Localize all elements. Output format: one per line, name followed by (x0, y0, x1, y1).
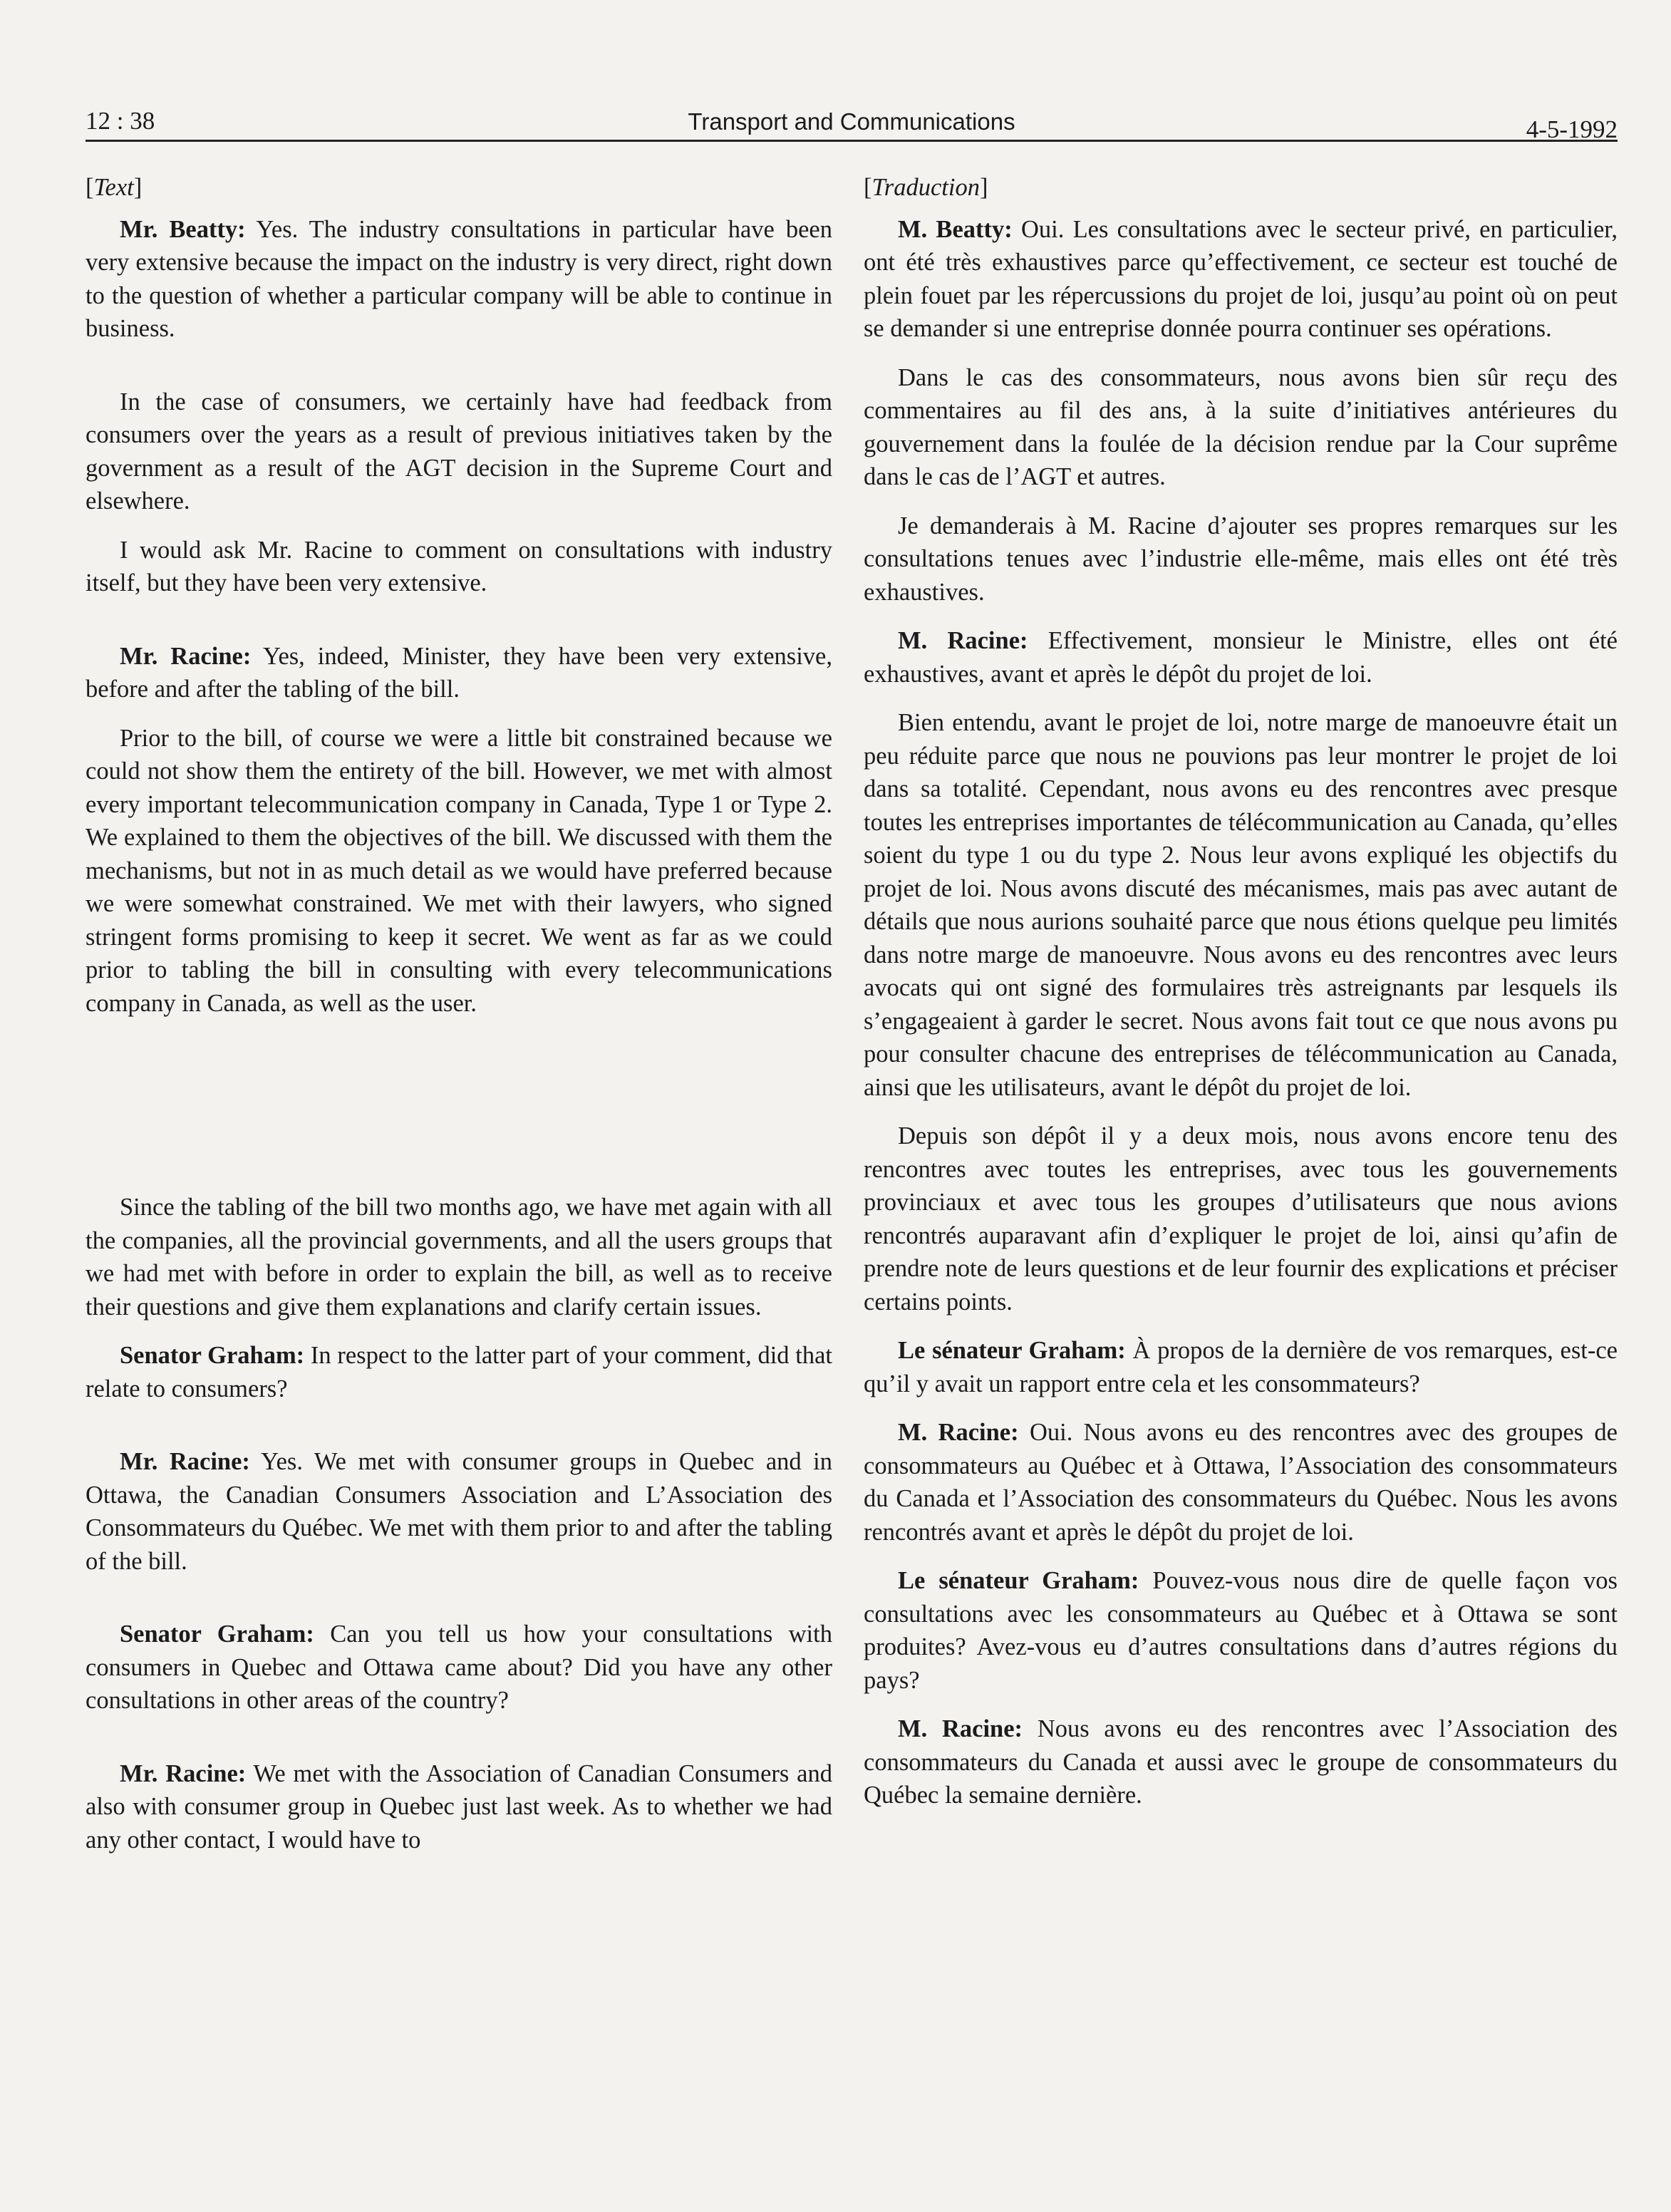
speaker: Mr. Beatty: (120, 215, 246, 243)
paragraph: Mr. Beatty: Yes. The industry consultations in particular have been very extensive because the impact on the industry is very direct, right down to the question of whether a particular company will be able to continue in business. (86, 215, 832, 342)
speaker: Mr. Racine: (120, 1759, 247, 1787)
french-label: [Traduction] (864, 174, 988, 201)
publication-title: Transport and Communications (688, 108, 1015, 135)
paragraph: In the case of consumers, we certainly have had feedback from consumers over the years as a result of previous initiatives taken by the government as a result of the AGT decision in the Supreme Court and elsewhere. (86, 388, 832, 515)
paragraph: Bien entendu, avant le projet de loi, notre marge de manoeuvre était un peu réduite parce que nous ne pouvions pas leur montrer le projet de loi dans sa totalité. Cependant, nous avons eu des rencontres avec presque toutes les entreprises importantes de télécommunication au Canada, qu’elles soient du type 1 ou du type 2. Nous leur avons expliqué les objectifs du projet de loi. Nous avons discuté des mécanismes, mais pas avec autant de détails que nous aurions souhaité parce que nous étions quelque peu limités dans notre marge de manoeuvre. Nous avons eu des rencontres avec leurs avocats qui ont signé des formulaires très astreignants par lesquels ils s’engageaient à garder le secret. Nous avons fait tout ce que nous avons pu pour consulter chacune des entreprises de télécommunication au Canada, ainsi que les utilisateurs, avant le dépôt du projet de loi. (864, 709, 1618, 1101)
paragraph: M. Racine: Nous avons eu des rencontres avec l’Association des consommateurs du Canada et aussi avec le groupe de consommateurs du Québec la semaine dernière. (864, 1715, 1618, 1809)
paragraph: Mr. Racine: Yes, indeed, Minister, they have been very extensive, before and after the tabling of the bill. (86, 642, 832, 703)
paragraph: Prior to the bill, of course we were a little bit constrained because we could not show them the entirety of the bill. However, we met with almost every important telecommunication company in Canada, Type 1 or Type 2. We explained to them the objectives of the bill. We discussed with them the mechanisms, but not in as much detail as we would have preferred because we were somewhat constrained. We met with their lawyers, who signed stringent forms promising to keep it secret. We went as far as we could prior to tabling the bill in consulting with every telecommunications company in Canada, as well as the user. (86, 724, 832, 1017)
paragraph: Le sénateur Graham: Pouvez-vous nous dire de quelle façon vos consultations avec les consommateurs au Québec et à Ottawa se sont produites? Avez-vous eu d’autres consultations dans d’autres régions du pays? (864, 1567, 1618, 1694)
paragraph: Je demanderais à M. Racine d’ajouter ses propres remarques sur les consultations tenues avec l’industrie elle-même, mais elles ont été très exhaustives. (864, 512, 1618, 606)
speaker: M. Racine: (898, 1419, 1019, 1446)
publication-date: 4-5-1992 (1526, 115, 1618, 143)
paragraph: Mr. Racine: Yes. We met with consumer groups in Quebec and in Ottawa, the Canadian Consumers Association and L’Association des Consommateurs du Québec. We met with them prior to and after the tabling of the bill. (86, 1448, 832, 1575)
speaker: Mr. Racine: (120, 1448, 250, 1475)
paragraph: M. Racine: Oui. Nous avons eu des rencontres avec des groupes de consommateurs au Québec et à Ottawa, l’Association des consommateurs du Canada et l’Association des consommateurs du Québec. Nous les avons rencontrés avant et après le dépôt du projet de loi. (864, 1419, 1618, 1546)
paragraph: Mr. Racine: We met with the Association of Canadian Consumers and also with consumer group in Quebec just last week. As to whether we had any other contact, I would have to (86, 1759, 832, 1854)
paragraph: Depuis son dépôt il y a deux mois, nous avons encore tenu des rencontres avec toutes les entreprises, avec tous les gouvernements provinciaux et avec tous les groupes d’utilisateurs que nous avions rencontrés auparavant afin d’expliquer le projet de loi, ainsi qu’afin de prendre note de leurs questions et de leur fournir des explications et préciser certains points. (864, 1122, 1618, 1316)
speaker: M. Racine: (898, 1715, 1023, 1742)
paragraph: Senator Graham: In respect to the latter part of your comment, did that relate to consumers? (86, 1342, 832, 1402)
english-column (86, 171, 832, 1856)
paragraph: Senator Graham: Can you tell us how your consultations with consumers in Quebec and Ottawa came about? Did you have any other consultations in other areas of the country? (86, 1621, 832, 1714)
speaker: Senator Graham: (120, 1342, 305, 1369)
french-column (864, 171, 1618, 1812)
paragraph: I would ask Mr. Racine to comment on consultations with industry itself, but they have been very extensive. (86, 536, 832, 596)
page-number: 12 : 38 (86, 107, 155, 135)
speaker: M. Beatty: (898, 215, 1013, 243)
paragraph: Le sénateur Graham: À propos de la dernière de vos remarques, est-ce qu’il y avait un rapport entre cela et les consommateurs? (864, 1337, 1618, 1397)
paragraph: M. Racine: Effectivement, monsieur le Ministre, elles ont été exhaustives, avant et après le dépôt du projet de loi. (864, 627, 1618, 688)
speaker: Le sénateur Graham: (898, 1567, 1139, 1594)
speaker: Senator Graham: (120, 1621, 314, 1648)
speaker: Mr. Racine: (120, 642, 252, 670)
speaker: M. Racine: (898, 627, 1028, 654)
running-header (86, 100, 1618, 142)
english-label: [Text] (86, 174, 143, 201)
paragraph: M. Beatty: Oui. Les consultations avec le secteur privé, en particulier, ont été très exhaustives parce qu’effectivement, ce secteur est touché de plein fouet par les répercussions du projet de loi, jusqu’au point où on peut se demander si une entreprise donnée pourra continuer ses opérations. (864, 215, 1618, 342)
paragraph: Since the tabling of the bill two months ago, we have met again with all the companies, all the provincial governments, and all the users groups that we had met with before in order to explain the bill, as well as to receive their questions and give them explanations and clarify certain issues. (86, 1194, 832, 1321)
speaker: Le sénateur Graham: (898, 1337, 1126, 1364)
paragraph: Dans le cas des consommateurs, nous avons bien sûr reçu des commentaires au fil des ans, à la suite d’initiatives antérieures du gouvernement dans la foulée de la décision rendue par la Cour suprême dans le cas de l’AGT et autres. (864, 363, 1618, 490)
